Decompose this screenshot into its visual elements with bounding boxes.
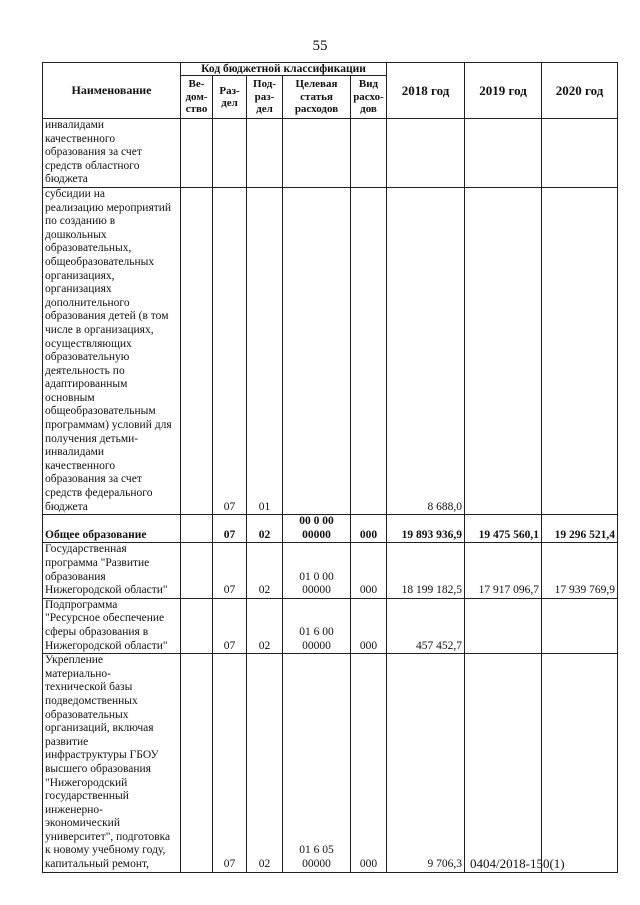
row-ved: [181, 515, 213, 543]
row-podrazdel: 02: [247, 515, 283, 543]
row-ved: [181, 598, 213, 653]
row-2020: 19 296 521,4: [542, 515, 618, 543]
row-2019: [465, 187, 542, 514]
row-target: 00 0 00 00000: [283, 515, 351, 543]
header-2020: 2020 год: [542, 63, 618, 119]
row-2020: [542, 119, 618, 188]
header-2019: 2019 год: [465, 63, 542, 119]
row-ved: [181, 119, 213, 188]
row-vid: 000: [351, 654, 387, 873]
table-row: [43, 598, 618, 653]
table-row: [43, 515, 618, 543]
row-target: [283, 119, 351, 188]
row-2020: [542, 598, 618, 653]
row-target: 01 0 00 00000: [283, 543, 351, 598]
row-podrazdel: 01: [247, 187, 283, 514]
header-classification-group: Код бюджетной классификации: [181, 63, 387, 76]
row-2019: [465, 119, 542, 188]
row-2019: [465, 598, 542, 653]
row-razdel: 07: [213, 515, 247, 543]
header-vedomstvo: Ве- дом- ство: [181, 76, 213, 119]
row-vid: [351, 119, 387, 188]
row-vid: [351, 187, 387, 514]
row-name: Укрепление материально- технической базы подведомственных образовательных организаций, включая развитие инфраструктуры ГБОУ высшего образования "Нижегородский государственный инженерно- экономический университет", подготовка к новому учебному году, капитальный ремонт,: [43, 654, 181, 873]
header-name: Наименование: [43, 63, 181, 119]
table-row: [43, 654, 618, 873]
row-razdel: 07: [213, 598, 247, 653]
row-2020: 17 939 769,9: [542, 543, 618, 598]
row-2018: 18 199 182,5: [387, 543, 465, 598]
row-name: инвалидами качественного образования за счет средств областного бюджета: [43, 119, 181, 188]
row-podrazdel: [247, 119, 283, 188]
row-2018: 457 452,7: [387, 598, 465, 653]
row-ved: [181, 654, 213, 873]
row-name: Государственная программа "Развитие образования Нижегородской области": [43, 543, 181, 598]
row-razdel: 07: [213, 543, 247, 598]
header-2018: 2018 год: [387, 63, 465, 119]
row-name: Общее образование: [43, 515, 181, 543]
header-target: Целевая статья расходов: [283, 76, 351, 119]
row-vid: 000: [351, 515, 387, 543]
row-razdel: [213, 119, 247, 188]
row-podrazdel: 02: [247, 598, 283, 653]
row-2018: 9 706,3: [387, 654, 465, 873]
budget-table: [42, 62, 618, 873]
table-row: [43, 119, 618, 188]
row-target: [283, 187, 351, 514]
header-vid: Вид расхо- дов: [351, 76, 387, 119]
table-row: [43, 187, 618, 514]
row-2018: [387, 119, 465, 188]
row-2019: 17 917 096,7: [465, 543, 542, 598]
document-code: 0404/2018-150(1): [470, 856, 565, 871]
row-razdel: 07: [213, 187, 247, 514]
row-vid: 000: [351, 598, 387, 653]
table-row: [43, 543, 618, 598]
header-podrazdel: Под- раз- дел: [247, 76, 283, 119]
row-ved: [181, 187, 213, 514]
row-2020: [542, 654, 618, 873]
row-2018: 8 688,0: [387, 187, 465, 514]
header-razdel: Раз- дел: [213, 76, 247, 119]
page-number: 55: [312, 38, 328, 54]
row-2020: [542, 187, 618, 514]
row-vid: 000: [351, 543, 387, 598]
row-2018: 19 893 936,9: [387, 515, 465, 543]
row-target: 01 6 00 00000: [283, 598, 351, 653]
row-name: субсидии на реализацию мероприятий по созданию в дошкольных образовательных, общеобразовательных организациях, организациях дополнительного образования детей (в том числе в организациях, осуществляющих образовательную деятельность по адаптированным основным общеобразовательным программам) условий для получения детьми- инвалидами качественного образования за счет средств федерального бюджета: [43, 187, 181, 514]
row-target: 01 6 05 00000: [283, 654, 351, 873]
row-2019: [465, 654, 542, 873]
row-razdel: 07: [213, 654, 247, 873]
row-2019: 19 475 560,1: [465, 515, 542, 543]
row-podrazdel: 02: [247, 543, 283, 598]
row-ved: [181, 543, 213, 598]
row-name: Подпрограмма "Ресурсное обеспечение сферы образования в Нижегородской области": [43, 598, 181, 653]
row-podrazdel: 02: [247, 654, 283, 873]
